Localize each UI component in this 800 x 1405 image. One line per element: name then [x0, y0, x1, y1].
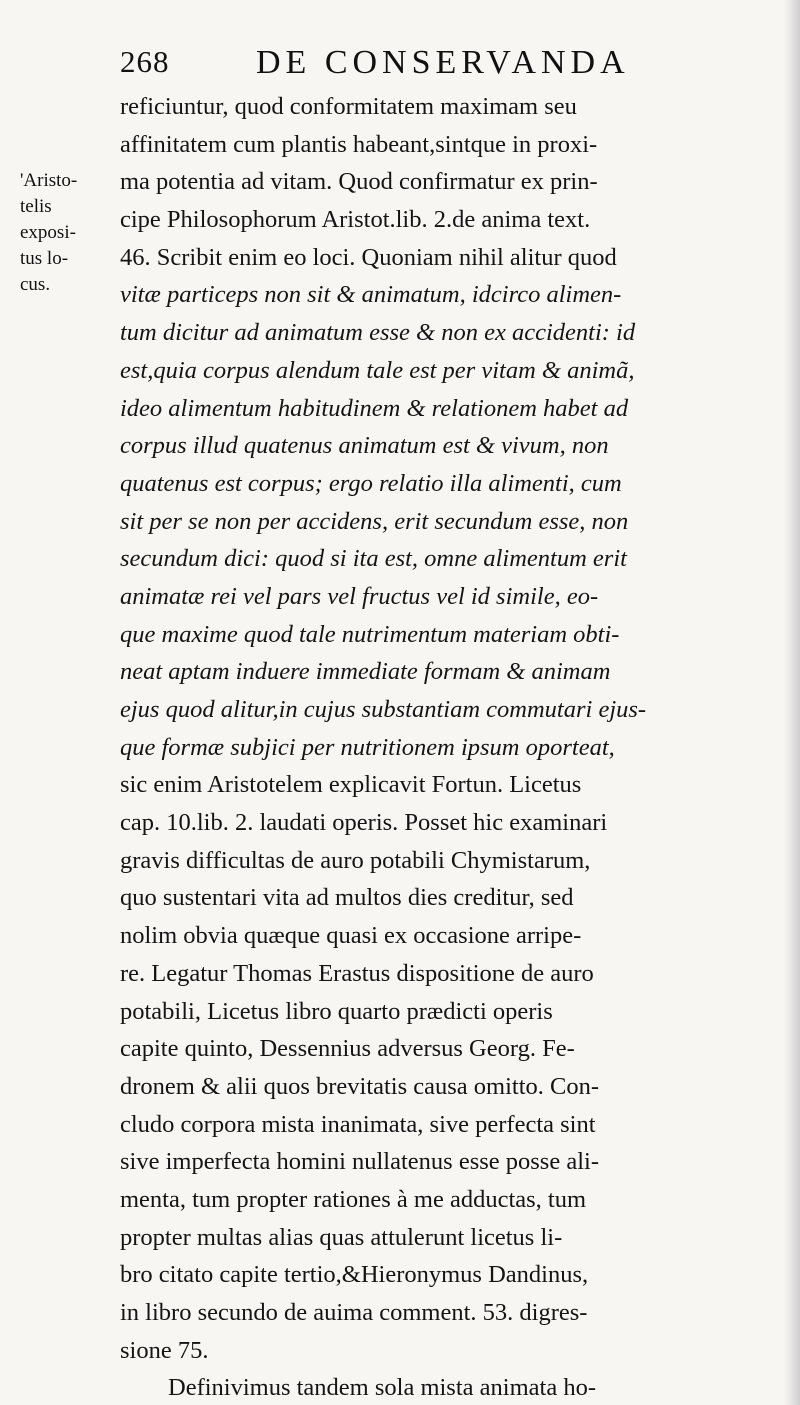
- text-line: sione 75.: [120, 1336, 209, 1364]
- text-line: in libro secundo de auima comment. 53. digres-: [120, 1299, 588, 1326]
- text-line-italic: ejus quod alitur,in cujus substantiam commutari ejus-: [120, 696, 647, 723]
- text-line: affinitatem cum plantis habeant,sintque in proxi-: [120, 130, 598, 158]
- text-line: quo sustentari vita ad multos dies creditur, sed: [120, 884, 574, 912]
- text-line-italic: corpus illud quatenus animatum est & vivum, non: [120, 432, 609, 460]
- text-line-italic: ideo alimentum habitudinem & relationem habet ad: [120, 394, 629, 422]
- text-line: propter multas alias quas attulerunt licetus li-: [120, 1223, 563, 1251]
- text-line-italic: secundum dici: quod si ita est, omne alimentum erit: [120, 545, 627, 573]
- text-line: cipe Philosophorum Aristot.lib. 2.de anima text.: [120, 206, 591, 234]
- text-line: bro citato capite tertio,&Hieronymus Dandinus,: [120, 1261, 589, 1289]
- margin-note-line: 'Aristo-: [20, 170, 78, 191]
- text-line-italic: quatenus est corpus; ergo relatio illa alimenti, cum: [120, 469, 622, 497]
- text-line: sic enim Aristotelem explicavit Fortun. Licetus: [120, 771, 582, 799]
- text-line: menta, tum propter rationes à me adductas, tum: [120, 1185, 587, 1213]
- text-line: nolim obvia quæque quasi ex occasione arripe-: [120, 922, 582, 950]
- text-line: capite quinto, Dessennius adversus Georg. Fe-: [120, 1035, 575, 1063]
- text-line: ma potentia ad vitam. Quod confirmatur ex prin-: [120, 168, 598, 196]
- text-line: 46. Scribit enim eo loci. Quoniam nihil alitur quod: [120, 243, 617, 271]
- page-number: 268: [120, 44, 170, 79]
- page-header: [120, 44, 760, 88]
- text-line-italic: que maxime quod tale nutrimentum materiam obti-: [120, 620, 620, 648]
- text-line: dronem & alii quos brevitatis causa omitto. Con-: [120, 1072, 600, 1100]
- margin-note-line: cus.: [20, 274, 51, 295]
- margin-note: [20, 168, 114, 298]
- text-line: cludo corpora mista inanimata, sive perfecta sint: [120, 1110, 596, 1138]
- text-line: potabili, Licetus libro quarto prædicti operis: [120, 997, 553, 1025]
- text-line-italic: tum dicitur ad animatum esse & non ex accidenti: id: [120, 319, 636, 347]
- text-line-italic: neat aptam induere immediate formam & animam: [120, 658, 611, 686]
- margin-note-line: telis: [20, 196, 52, 217]
- text-line: cap. 10.lib. 2. laudati operis. Posset hic examinari: [120, 809, 608, 837]
- margin-note-line: tus lo-: [20, 248, 69, 269]
- body-text: [120, 88, 775, 1405]
- text-line-italic: que formæ subjici per nutritionem ipsum oporteat,: [120, 733, 615, 761]
- text-line-italic: vitæ particeps non sit & animatum, idcirco alimen-: [120, 281, 622, 309]
- text-line-italic: sit per se non per accidens, erit secundum esse, non: [120, 507, 629, 535]
- text-line: re. Legatur Thomas Erastus dispositione de auro: [120, 959, 594, 987]
- text-line: reficiuntur, quod conformitatem maximam seu: [120, 93, 577, 120]
- text-line: sive imperfecta homini nullatenus esse posse ali-: [120, 1148, 599, 1176]
- margin-note-line: exposi-: [20, 222, 76, 243]
- text-line: gravis difficultas de auro potabili Chymistarum,: [120, 846, 591, 874]
- running-head: DE CONSERVANDA: [256, 44, 630, 81]
- text-line-indented: Definivimus tandem sola mista animata ho-: [168, 1374, 596, 1402]
- text-line-italic: est,quia corpus alendum tale est per vitam & animã,: [120, 356, 635, 384]
- page-edge-shadow: [784, 0, 800, 1405]
- text-line-italic: animatæ rei vel pars vel fructus vel id simile, eo-: [120, 582, 599, 610]
